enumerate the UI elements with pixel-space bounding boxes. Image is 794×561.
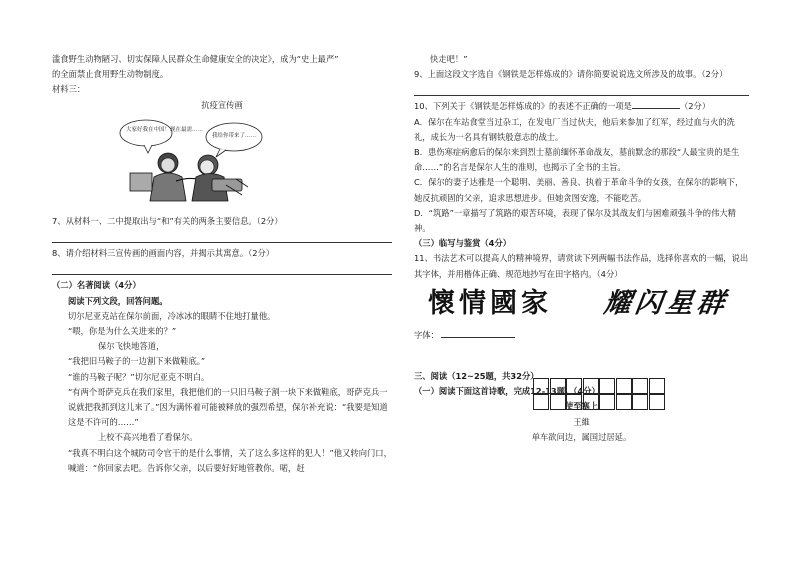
- grid-cell[interactable]: [616, 394, 632, 410]
- grid-cell[interactable]: [632, 378, 648, 394]
- cartoon-bubble-left: 大家好我在中国！现在最需……: [126, 126, 204, 133]
- grid-cell[interactable]: [649, 378, 665, 394]
- grid-cell[interactable]: [649, 394, 665, 410]
- passage-line: 保尔飞快地答道，: [98, 341, 165, 352]
- poem-line: 单车欲问边，属国过居延。: [531, 431, 632, 442]
- calligraphy-samples: [414, 286, 749, 326]
- question-11: 11、书法艺术可以提高人的精神境界，请赏读下列两幅书法作品，选择你喜欢的一幅，说出其字体，并用楷体正确、规范地抄写在田字格内。（4分）: [414, 253, 749, 279]
- part-title: 三、阅读（12~25题，共32分）: [414, 371, 539, 382]
- question-10-score: （2分）: [679, 101, 711, 112]
- grid-cell[interactable]: [583, 378, 599, 394]
- grid-cell[interactable]: [583, 394, 599, 410]
- question-8: 8、请介绍材料三宣传画的画面内容，并揭示其寓意。（2分）: [52, 248, 275, 259]
- question-10: [414, 99, 749, 114]
- grid-cell[interactable]: [599, 394, 615, 410]
- text-line: 的全面禁止食用野生动物制度。: [52, 69, 169, 80]
- answer-line[interactable]: [52, 229, 392, 243]
- calligraphy-work-1: 懷情國家: [428, 287, 552, 319]
- passage-line: 上校不高兴地看了看保尔。: [98, 432, 198, 443]
- question-10-text: 10、下列关于《钢铁是怎样炼成的》的表述不正确的一项是: [414, 101, 632, 112]
- passage-line: “我把旧马鞍子的一边割下来做鞋底。”: [68, 356, 206, 367]
- passage-line: “喂，你是为什么关进来的？”: [68, 326, 177, 337]
- grid-cell[interactable]: [632, 394, 648, 410]
- grid-cell[interactable]: [616, 378, 632, 394]
- font-answer-line[interactable]: [441, 328, 515, 338]
- option-b: B．患伤寒症病愈后的保尔来到烈士墓前缅怀革命战友，墓前默念的那段“人最宝贵的是生命……”的名言是保尔人生的准则，也揭示了全书的主旨。: [414, 147, 740, 173]
- answer-blank[interactable]: [632, 99, 680, 109]
- poem-author: 王維: [573, 416, 590, 427]
- material-label: 材料三：: [52, 84, 86, 95]
- passage-line: “我真不明白这个城防司令官干的是什么事情，关了这么多这样的犯人！”他又转向门口，喊道：“你回家去吧。告诉你父亲，以后要好好地管教你。喏，赶: [68, 447, 392, 473]
- grid-cell[interactable]: [550, 378, 566, 394]
- passage-line: “谁的马鞍子呢？”切尔尼亚克不明白。: [68, 371, 210, 382]
- section-title: （三）临写与鉴赏（4分）: [414, 238, 512, 249]
- left-column: [52, 52, 392, 476]
- calligraphy-work-2: 耀闪星群: [601, 287, 731, 319]
- answer-line[interactable]: [52, 261, 392, 275]
- text-line: 滥食野生动物陋习、切实保障人民群众生命健康安全的决定》，成为“史上最严”: [52, 54, 339, 64]
- answer-line[interactable]: [414, 82, 749, 96]
- grid-cell[interactable]: [599, 378, 615, 394]
- poem-title: 使至塞上: [564, 401, 599, 412]
- passage-continuation: 快走吧！”: [430, 54, 468, 64]
- passage-line: “有两个哥萨克兵在我们家里，我把他们的一只旧马鞍子割一块下来做鞋底，哥萨克兵一说就把我抓到这儿来了。”因为满怀着可能被释放的强烈希望，保尔补充说：“我要是知道这是不许可的……”: [68, 386, 388, 428]
- font-answer: [414, 328, 749, 343]
- grid-cell[interactable]: [566, 378, 582, 394]
- section-title: （二）名著阅读（4分）: [52, 280, 141, 291]
- poem-instruction: （一）阅读下面这首诗歌，完成12-13题。（4分）: [414, 386, 600, 397]
- question-7: 7、从材料一、二中提取出与“和”有关的两条主要信息。（2分）: [52, 216, 283, 227]
- writing-grid[interactable]: [533, 378, 665, 410]
- passage-line: 切尔尼亚克站在保尔前面，冷冰冰的眼睛不住地打量他。: [68, 310, 276, 321]
- grid-cell[interactable]: [533, 394, 549, 410]
- grid-cell[interactable]: [533, 378, 549, 394]
- grid-spacer: [414, 343, 749, 369]
- option-a: A．保尔在车站食堂当过杂工，在发电厂当过伙夫，他后来参加了红军，经过血与火的洗礼，成长为一名具有钢铁般意志的战士。: [414, 116, 735, 142]
- poster-cartoon-image: [116, 115, 266, 205]
- poster-title: 抗疫宣传画: [201, 99, 243, 110]
- option-c: C．保尔的妻子达雅是一个聪明、美丽、善良、执着于革命斗争的女孩，在保尔的影响下，她反抗顽固的父亲，追求思想进步。但她贪图安逸，不能吃苦。: [414, 177, 744, 203]
- grid-cell[interactable]: [566, 394, 582, 410]
- cartoon-bubble-right: 我给你带来了……: [212, 132, 257, 139]
- reading-instruction: 阅读下列文段，回答问题。: [68, 295, 168, 306]
- question-9: 9、上面这段文字选自《钢铁是怎样炼成的》请你简要说说选文所涉及的故事。（2分）: [414, 69, 728, 80]
- option-d: D．“筑路”一章描写了筑路的艰苦环境，表现了保尔及其战友们与困难顽强斗争的伟大精神。: [414, 207, 736, 234]
- font-label: 字体：: [414, 329, 439, 340]
- grid-cell[interactable]: [550, 394, 566, 410]
